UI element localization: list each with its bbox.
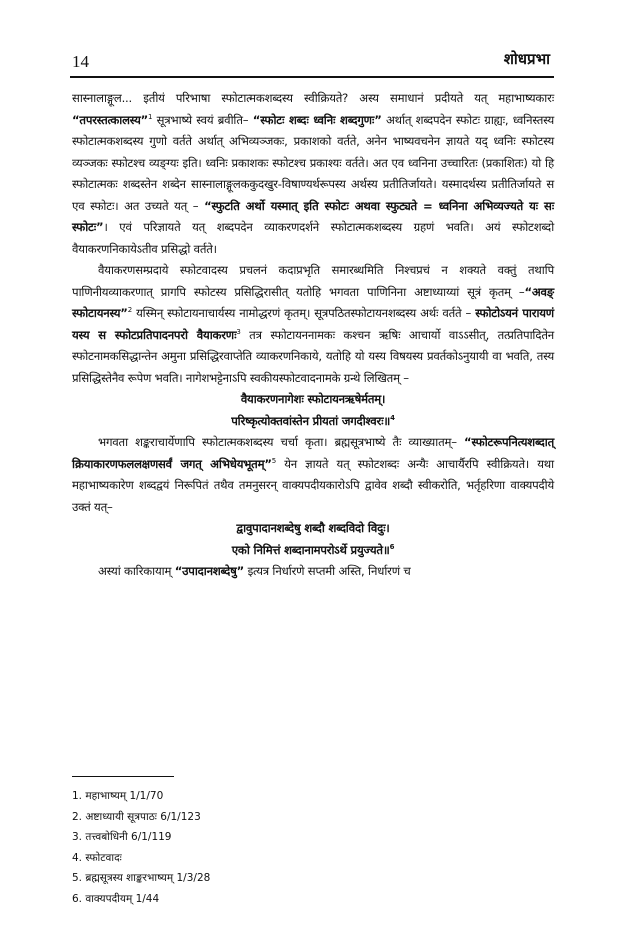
footnote-2: 2. अष्टाध्यायी सूत्रपाठः 6/1/123 bbox=[72, 810, 201, 823]
quote-sphutati: “स्फुटति अर्थो यस्मात् इति स्फोटः अथवा स्फुट्यते = ध्वनिना अभिव्यज्यते यः सः स्फोटः” bbox=[72, 198, 554, 234]
page-number: 14 bbox=[72, 52, 89, 71]
footnote-ref-1: 1 bbox=[148, 112, 153, 121]
main-text bbox=[72, 88, 554, 583]
footnote-rule bbox=[72, 776, 174, 777]
footnote-5: 5. ब्रह्मसूत्रस्य शाङ्करभाष्यम् 1/3/28 bbox=[72, 872, 211, 884]
paragraph-1: सास्नालाङ्गूल... इतीयं परिभाषा स्फोटात्मकशब्दस्य स्वीक्रियते? अस्य समाधानं प्रदीयते यत् महाभाष्यकारः “तपरस्तत्कालस्य”$^1$ सूत्रभाष्ये स्वयं ब्रवीति– “स्फोटः शब्दः ध्वनिः शब्दगुणः” अर्थात् शब्दपदेन स्फोटः ग्राह्यः, ध्वनिस्तस्य स्फोटात्मकशब्दस्य गुणो वर्तते अर्थात् अभिव्यञ्जकः, प्रकाशको वर्तते, अनेन भाष्यवचनेन ज्ञायते यद् ध्वनिः स्फोटस्य व्यञ्जकः स्फोटश्च व्यङ्ग्यः इति। ध्वनिः प्रकाशकः स्फोटश्च प्रकाश्यः वर्तते। अत एव ध्वनिना उच्चारितः (प्रकाशितः) यो हि स्फोटात्मकः शब्दस्तेन शब्देन सास्नालाङ्गूलककुदखुर-विषाण्यर्थरूपस्य अर्थस्य प्रतीतिर्जायते। यस्मादर्थस्य प्रतीतिर्जायते स एव स्फोटः। अत उच्यते यत् – “स्फुटति अर्थो यस्मात् इति स्फोटः अथवा स्फुट्यते = ध्वनिना अभिव्यज्यते यः सः स्फोटः”। एवं परिज्ञायते यत् शब्दपदेन व्याकरणदर्शने स्फोटात्मकशब्दस्य ग्रहणं भवति। अयं स्फोटशब्दो वैयाकरणनिकायेऽतीव प्रसिद्धो वर्तते। bbox=[72, 91, 554, 256]
quote-sphotarupa: “स्फोटरूपनित्यशब्दात् क्रियाकारणफललक्षणसर्वं जगत् अभिधेयभूतम्” bbox=[72, 435, 554, 471]
footnote-1: 1. महाभाष्यम् 1/1/70 bbox=[72, 790, 164, 802]
verse-1-line-1: वैयाकरणनागेशः स्फोटायनऋषेर्मतम्। bbox=[240, 392, 386, 406]
quote-sphotayanam: स्फोटोऽयनं पारायणं यस्य स स्फोटप्रतिपादनपरो वैयाकरणः bbox=[72, 306, 554, 342]
footnote-ref-2b: 2 bbox=[127, 306, 132, 315]
footnote-ref-6: 6 bbox=[389, 542, 395, 551]
paragraph-3: भगवता शङ्कराचार्येणापि स्फोटात्मकशब्दस्य चर्चा कृता। ब्रह्मसूत्रभाष्ये तैः व्याख्यातम्– “स्फोटरूपनित्यशब्दात् क्रियाकारणफललक्षणसर्वं जगत् अभिधेयभूतम्”$^5$ येन ज्ञायते यत् स्फोटशब्दः अन्यैः आचार्यैरपि स्वीक्रियते। यथा महाभाष्यकारेण शब्दद्वयं निरूपितं तथैव तमनुसरन् वाक्यपदीयकारोऽपि द्वावेव शब्दौ स्वीकरोति, भर्तृहरिणा वाक्यपदीये उक्तं यत्– bbox=[72, 435, 554, 514]
running-title: शोधप्रभा bbox=[503, 50, 550, 68]
verse-2-line-1: द्वावुपादानशब्देषु शब्दौ शब्दविदो विदुः। bbox=[236, 521, 390, 535]
footnote-ref-5: 5 bbox=[271, 456, 276, 465]
quote-upadana: “उपादानशब्देषु” bbox=[174, 564, 245, 578]
footnote-ref-4: 4 bbox=[390, 413, 395, 422]
footnote-4: 4. स्फोटवादः bbox=[72, 851, 122, 864]
quote-avang: “अवङ् स्फोटायनस्य” bbox=[72, 284, 554, 320]
quote-sphota-shabda: “स्फोटः शब्दः ध्वनिः शब्दगुणः” bbox=[252, 112, 382, 127]
quote-tapara: “तपरस्तत्कालस्य” bbox=[72, 112, 149, 127]
verse-1-line-2: परिष्कृत्योक्तवांस्तेन प्रीयतां जगदीश्वरः॥$^4$ bbox=[231, 413, 395, 428]
verse-2-line-2: एको निमित्तं शब्दानामपरोऽर्थे प्रयुज्यते॥$^6$ bbox=[231, 542, 395, 557]
footnote-3: 3. तत्त्वबोधिनी 6/1/119 bbox=[72, 831, 172, 843]
paragraph-4: अस्यां कारिकायाम् “उपादानशब्देषु” इत्यत्र निर्धारणे सप्तमी अस्ति, निर्धारणं च bbox=[98, 564, 411, 578]
footnote-ref-3: 3 bbox=[236, 327, 241, 336]
paragraph-2: वैयाकरणसम्प्रदाये स्फोटवादस्य प्रचलनं कदाप्रभृति समारब्धमिति निश्चप्रचं न शक्यते वक्तुं तथापि पाणिनीयव्याकरणात् प्रागपि स्फोटस्य प्रसिद्धिरासीत् यतोहि भगवता पाणिनिना अष्टाध्याय्यां सूत्रं कृतम् –“अवङ् स्फोटायनस्य”$^2$ यस्मिन् स्फोटायनाचार्यस्य नामोद्धरणं कृतम्। सूत्रपठितस्फोटायनशब्दस्य अर्थः वर्तते – स्फोटोऽयनं पारायणं यस्य स स्फोटप्रतिपादनपरो वैयाकरणः$^3$ तत्र स्फोटायननामकः कश्चन ऋषिः आचार्यो वाऽऽसीत्, तत्प्रतिपादितेन स्फोटनामकसिद्धान्तेन अमुना प्रसिद्धिरवाप्तेति व्याकरणनिकाये, यतोहि यो यस्य विषयस्य प्रवर्तकोऽनुयायी वा भवति, तस्य प्रसिद्धिस्तेनैव रूपेण भवति। नागेशभट्टेनाऽपि स्वकीयस्फोटवादनामके ग्रन्थे लिखितम् – bbox=[72, 263, 555, 385]
header-rule bbox=[70, 76, 554, 78]
footnote-6: 6. वाक्यपदीयम् 1/44 bbox=[72, 892, 160, 905]
footnotes bbox=[72, 786, 552, 909]
